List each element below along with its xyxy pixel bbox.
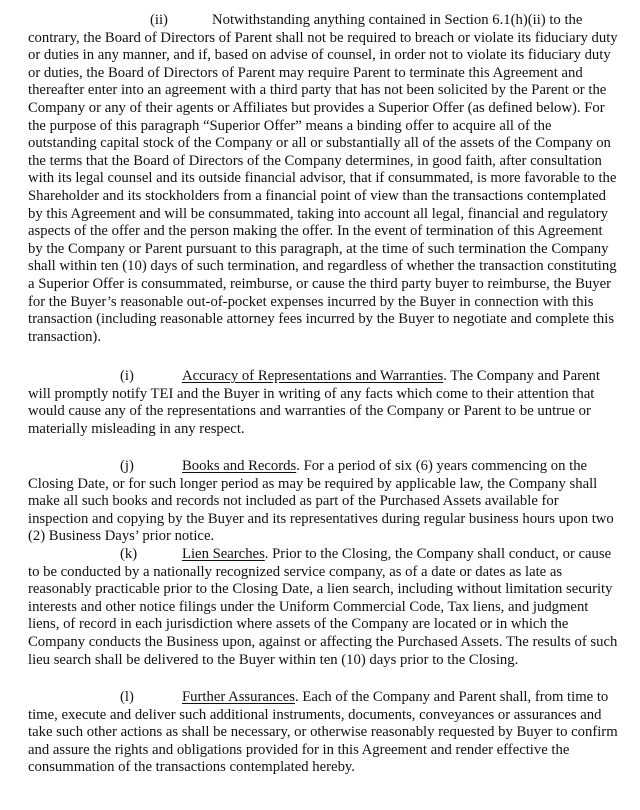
paragraph-ii (28, 12, 620, 346)
paragraph-text: . Each of the Company and Parent shall, from time to time, execute and deliver such additional instruments, documents, conveyances or assurances and take such other actions as shall be necessary, or otherwise reasonably requested by Buyer to confirm and assure the rights and obligations provided for in this Agreement and render effective the consummation of the transactions contemplated hereby. (28, 689, 618, 776)
paragraph-l-further-assurances (28, 689, 620, 777)
section-heading: Further Assurances (182, 689, 295, 705)
paragraph-number: (l) (120, 689, 134, 705)
paragraph-number: (i) (120, 368, 134, 384)
paragraph-text: . Prior to the Closing, the Company shall conduct, or cause to be conducted by a nationally recognized service company, as of a date or dates as late as reasonably practicable prior to the Closing Date, a lien search, including without limitation security interests and other notice filings under the Uniform Commercial Code, Tax liens, and judgment liens, of record in each jurisdiction where assets of the Company are located or in which the Company conducts the Business upon, against or affecting the Purchased Assets. The results of such lieu search shall be delivered to the Buyer within ten (10) days prior to the Closing. (28, 546, 618, 668)
paragraph-text: Notwithstanding anything contained in Section 6.1(h)(ii) to the contrary, the Board of Directors of Parent shall not be required to breach or violate its fiduciary duty or duties in any manner, and if, based on advise of counsel, in order not to violate its fiduciary duty or duties, the Board of Directors of Parent may require Parent to terminate this Agreement and thereafter enter into an agreement with a third party that has not been solicited by the Parent or the Company or any of their agents or Affiliates but provides a Superior Offer (as defined below). For the purpose of this paragraph “Superior Offer” means a binding offer to acquire all of the outstanding capital stock of the Company or all or substantially all of the assets of the Company on the terms that the Board of Directors of the Company determines, in good faith, after consultation with its legal counsel and its outside financial advisor, that if consummated, is more favorable to the Shareholder and its stockholders from a financial point of view than the transactions contemplated by this Agreement and will be consummated, taking into account all legal, financial and regulatory aspects of the offer and the person making the offer. In the event of termination of this Agreement by the Company or Parent pursuant to this paragraph, at the time of such termination the Company shall within ten (10) days of such termination, and regardless of whether the transaction constituting a Superior Offer is consummated, reimburse, or cause the third party buyer to reimburse, the Buyer for the Buyer’s reasonable out-of-pocket expenses incurred by the Buyer in connection with this transaction (including reasonable attorney fees incurred by the Buyer to negotiate and complete this transaction). (28, 12, 618, 345)
paragraph-k-lien-searches (28, 546, 620, 669)
section-heading: Accuracy of Representations and Warranties (182, 368, 444, 384)
section-heading: Books and Records (182, 458, 297, 474)
paragraph-j-books-and-records (28, 458, 620, 546)
paragraph-number: (ii) (150, 12, 168, 28)
section-heading: Lien Searches (182, 546, 265, 562)
paragraph-i-accuracy-of-representations (28, 368, 620, 438)
paragraph-number: (j) (120, 458, 134, 474)
paragraph-text: . The Company and Parent will promptly notify TEI and the Buyer in writing of any facts which come to their attention that would cause any of the representations and warranties of the Company or Parent to be untrue or materially misleading in any respect. (28, 368, 600, 437)
paragraph-number: (k) (120, 546, 138, 562)
paragraph-text: . For a period of six (6) years commencing on the Closing Date, or for such longer period as may be required by applicable law, the Company shall make all such books and records not included as part of the Purchased Assets available for inspection and copying by the Buyer and its representatives during regular business hours upon two (2) Business Days’ prior notice. (28, 458, 614, 545)
